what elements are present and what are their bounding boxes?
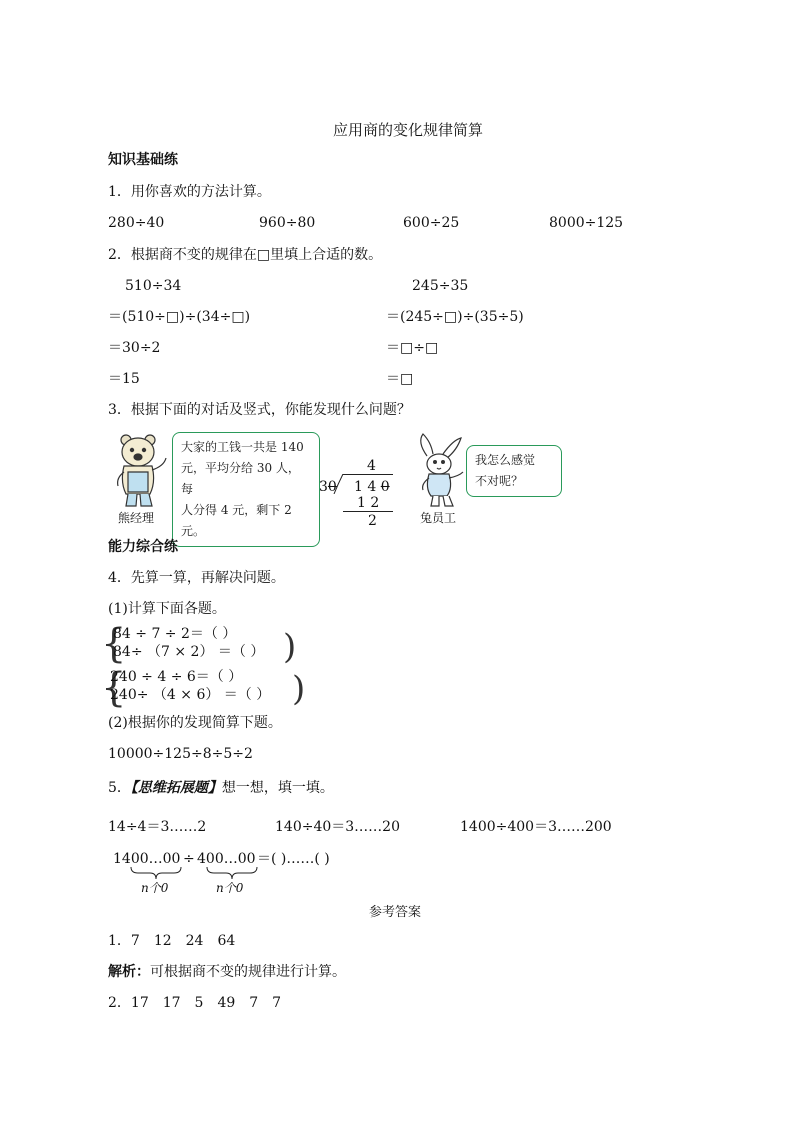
question-2-label: 2．根据商不变的规律在□里填上合适的数。 bbox=[108, 247, 383, 263]
brace-note-a: n个0 bbox=[141, 881, 169, 895]
q2-right-line-4: ＝□ bbox=[386, 371, 414, 387]
q1-item-3: 600÷25 bbox=[403, 215, 460, 231]
rabbit-body bbox=[427, 474, 450, 496]
division-top-rule bbox=[343, 474, 393, 475]
q2-left-line-3: ＝30÷2 bbox=[108, 340, 161, 356]
q5-equation-2: 140÷40＝3……20 bbox=[275, 819, 400, 835]
rabbit-head bbox=[427, 454, 451, 474]
question-3-label: 3．根据下面的对话及竖式，你能发现什么问题？ bbox=[108, 402, 411, 418]
q5-equation-1: 14÷4＝3……2 bbox=[108, 819, 207, 835]
section-heading-comprehensive: 能力综合练 bbox=[108, 539, 178, 555]
divisor-crossed-digit: 0 bbox=[327, 479, 337, 495]
rabbit-worker-illustration bbox=[413, 432, 469, 510]
group1-right-paren: ) bbox=[283, 627, 297, 667]
dividend-crossed-digit: 0 bbox=[380, 479, 390, 495]
q2-left-line-4: ＝15 bbox=[108, 371, 140, 387]
analysis-text: 可根据商不变的规律进行计算。 bbox=[150, 964, 346, 980]
q2-left-line-1: 510÷34 bbox=[125, 278, 182, 294]
group1-left-brace: { bbox=[101, 621, 127, 667]
analysis-line bbox=[108, 965, 346, 979]
q4-sub2: (2)根据你的发现简算下题。 bbox=[108, 715, 282, 731]
answers-heading: 参考答案 bbox=[369, 905, 422, 920]
q1-item-1: 280÷40 bbox=[108, 215, 165, 231]
underbrace-a bbox=[130, 866, 182, 880]
group2-line-1: 240 ÷ 4 ÷ 6＝（ ） bbox=[110, 669, 243, 685]
page-title: 应用商的变化规律简算 bbox=[333, 121, 484, 139]
group2-left-brace: { bbox=[101, 665, 127, 711]
q5-equation-3: 1400÷400＝3……200 bbox=[460, 819, 612, 835]
question-1-label: 1．用你喜欢的方法计算。 bbox=[108, 184, 271, 200]
division-bottom-rule bbox=[343, 511, 393, 512]
division-product: 1 2 bbox=[357, 495, 380, 511]
analysis-label: 解析： bbox=[108, 964, 150, 980]
q5-pattern-dividend: 1400…00 bbox=[113, 851, 181, 867]
q5-number: 5． bbox=[108, 780, 131, 796]
bear-name-caption: 熊经理 bbox=[118, 511, 155, 525]
answer-1: 1．7 12 24 64 bbox=[108, 933, 236, 949]
group1-line-1: 84 ÷ 7 ÷ 2＝（ ） bbox=[113, 626, 237, 642]
q5-tag: 【思维拓展题】 bbox=[130, 780, 222, 796]
rabbit-ear-left bbox=[421, 434, 433, 456]
q1-item-4: 8000÷125 bbox=[549, 215, 624, 231]
underbrace-b bbox=[206, 866, 258, 880]
section-heading-basic: 知识基础练 bbox=[108, 152, 178, 168]
q2-right-line-3: ＝□÷□ bbox=[386, 340, 439, 356]
rabbit-name-caption: 兔员工 bbox=[420, 511, 457, 525]
q5-pattern-answer: ＝( )……( ) bbox=[257, 851, 330, 867]
q4-sub1: (1)计算下面各题。 bbox=[108, 601, 226, 617]
q1-item-2: 960÷80 bbox=[259, 215, 316, 231]
q2-right-line-2: ＝(245÷□)÷(35÷5) bbox=[386, 309, 524, 325]
question-4-label: 4．先算一算，再解决问题。 bbox=[108, 570, 285, 586]
q5-pattern-operator: ÷ bbox=[183, 851, 195, 867]
rabbit-speech-bubble: 我怎么感觉 不对呢？ bbox=[466, 445, 562, 497]
answer-2: 2．17 17 5 49 7 7 bbox=[108, 995, 282, 1011]
q5-pattern-divisor: 400…00 bbox=[197, 851, 256, 867]
group2-right-paren: ) bbox=[292, 669, 306, 709]
bear-head bbox=[122, 438, 154, 466]
group2-line-2: 240÷ （4 × 6） ＝（ ） bbox=[110, 687, 271, 703]
group1-line-2: 84÷ （7 × 2） ＝（ ） bbox=[113, 644, 265, 660]
q2-left-line-2: ＝(510÷□)÷(34÷□) bbox=[108, 309, 251, 325]
bear-speech-bubble: 大家的工钱一共是 140 元，平均分给 30 人，每 人分得 4 元，剩下 2 元。 bbox=[172, 432, 320, 547]
question-5-label bbox=[108, 781, 334, 795]
q2-right-line-1: 245÷35 bbox=[412, 278, 469, 294]
q4-expression: 10000÷125÷8÷5÷2 bbox=[108, 746, 253, 762]
division-quotient: 4 bbox=[367, 458, 376, 474]
division-remainder: 2 bbox=[368, 513, 377, 529]
division-dividend bbox=[354, 480, 390, 494]
brace-note-b: n个0 bbox=[216, 881, 244, 895]
q5-instruction: 想一想，填一填。 bbox=[221, 780, 334, 796]
dividend-digits: 1 4 bbox=[354, 479, 377, 495]
divisor-digit: 3 bbox=[319, 479, 328, 495]
bear-manager-illustration bbox=[110, 432, 172, 512]
division-divisor bbox=[319, 480, 337, 494]
